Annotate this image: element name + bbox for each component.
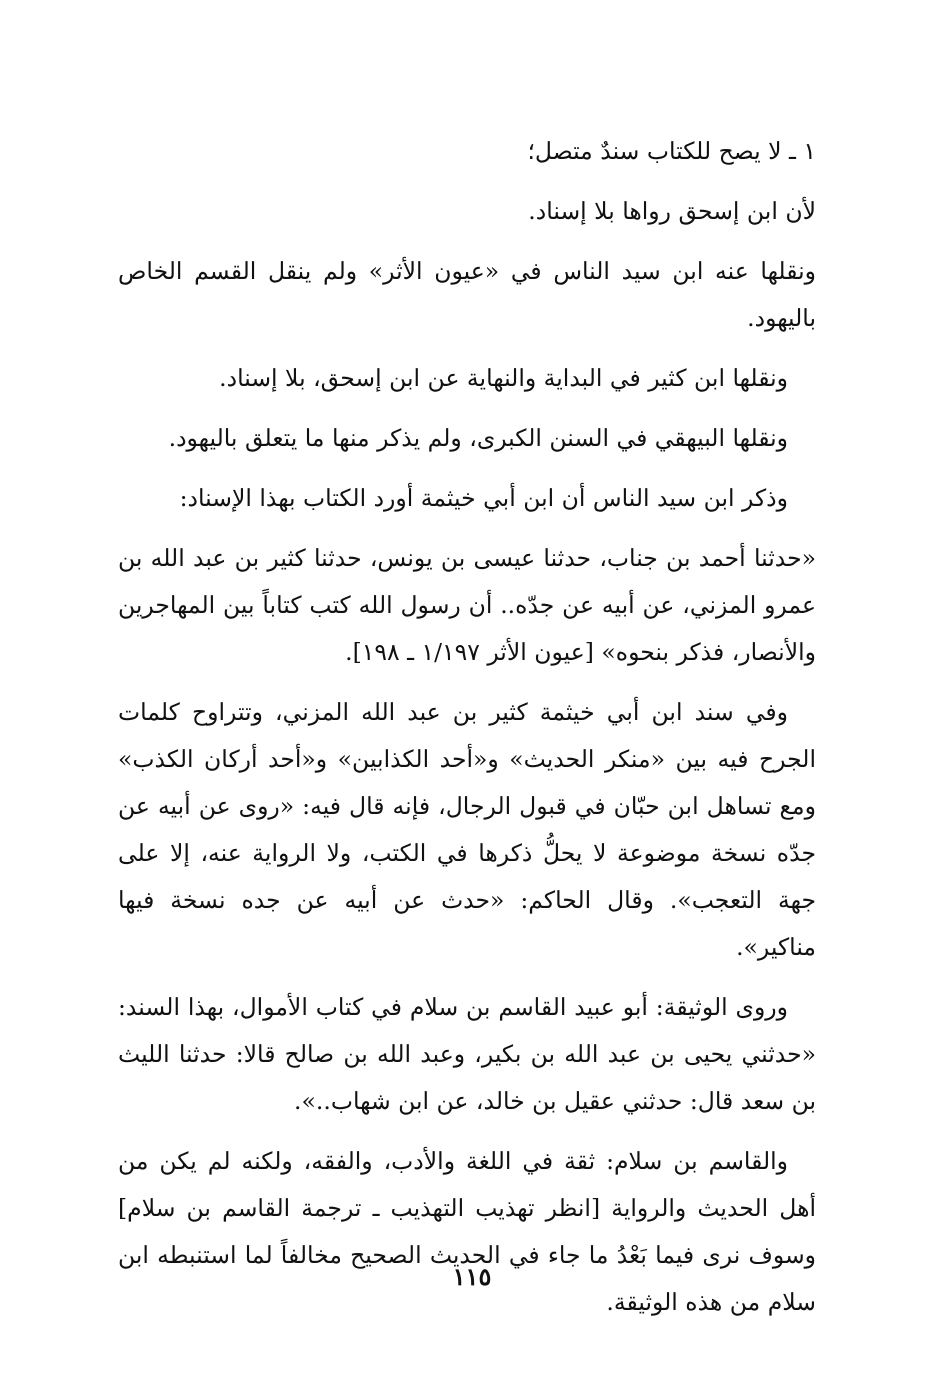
- paragraph-2: لأن ابن إسحق رواها بلا إسناد.: [528, 197, 816, 225]
- paragraph-6: وذكر ابن سيد الناس أن ابن أبي خيثمة أورد الكتاب بهذا الإسناد:: [179, 484, 788, 512]
- body-text: [118, 128, 816, 1339]
- paragraph-3: ونقلها عنه ابن سيد الناس في «عيون الأثر» ولم ينقل القسم الخاص باليهود.: [118, 257, 816, 332]
- paragraph-9: وروى الوثيقة: أبو عبيد القاسم بن سلام في كتاب الأموال، بهذا السند: «حدثني يحيى بن عبد الله بن بكير، وعبد الله بن صالح قالا: حدثنا الليث بن سعد قال: حدثني عقيل بن خالد، عن ابن شهاب..».: [118, 993, 816, 1115]
- paragraph-5: ونقلها البيهقي في السنن الكبرى، ولم يذكر منها ما يتعلق باليهود.: [168, 424, 788, 452]
- paragraph-10: والقاسم بن سلام: ثقة في اللغة والأدب، والفقه، ولكنه لم يكن من أهل الحديث والرواية [انظر تهذيب التهذيب ـ ترجمة القاسم بن سلام] وسوف نرى فيما بَعْدُ ما جاء في الحديث الصحيح مخالفاً لما استنبطه ابن سلام من هذه الوثيقة.: [118, 1147, 816, 1316]
- quote-paragraph: «حدثنا أحمد بن جناب، حدثنا عيسى بن يونس، حدثنا كثير بن عبد الله بن عمرو المزني، عن أبيه عن جدّه.. أن رسول الله كتب كتاباً بين المهاجرين والأنصار، فذكر بنحوه» [عيون الأثر ١/١٩٧ ـ ١٩٨].: [118, 544, 816, 666]
- paragraph-8: وفي سند ابن أبي خيثمة كثير بن عبد الله المزني، وتتراوح كلمات الجرح فيه بين «منكر الحديث» و«أحد الكذابين» و«أحد أركان الكذب» ومع تساهل ابن حبّان في قبول الرجال، فإنه قال فيه: «روى عن أبيه عن جدّه نسخة موضوعة لا يحلُّ ذكرها في الكتب، ولا الرواية عنه، إلا على جهة التعجب». وقال الحاكم: «حدث عن أبيه عن جده نسخة فيها مناكير».: [118, 698, 816, 961]
- paragraph-1: ١ ـ لا يصح للكتاب سندٌ متصل؛: [527, 137, 816, 165]
- page-number: ١١٥: [452, 1262, 492, 1291]
- paragraph-4: ونقلها ابن كثير في البداية والنهاية عن ابن إسحق، بلا إسناد.: [219, 364, 788, 392]
